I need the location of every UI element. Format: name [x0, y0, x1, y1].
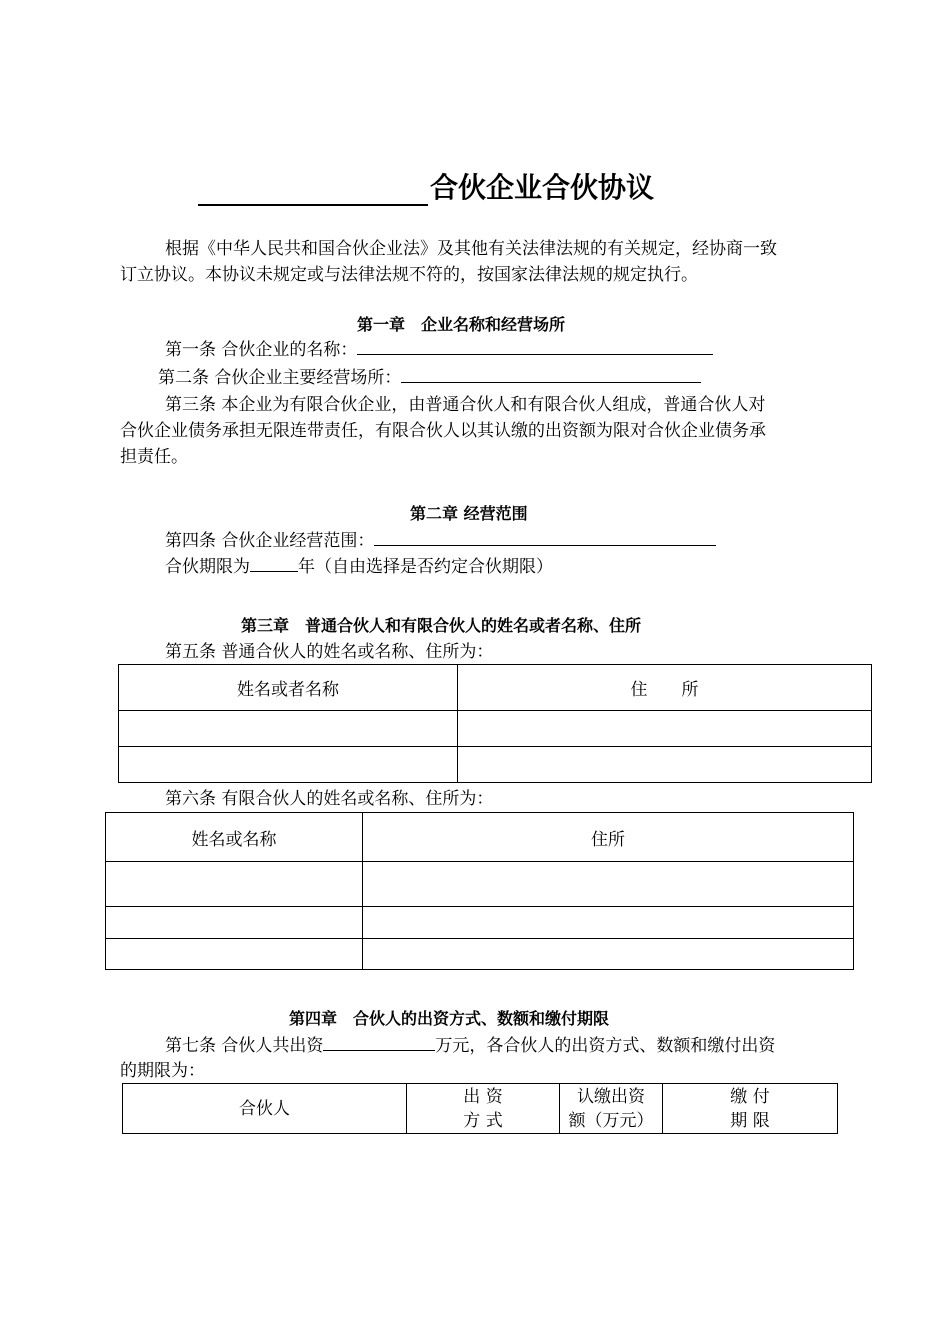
article-3-line-3: 担责任。	[120, 447, 188, 467]
header-deadline-line-1: 缴 付	[730, 1086, 770, 1107]
total-capital-blank[interactable]	[323, 1032, 435, 1051]
article-2-text: 第二条 合伙企业主要经营场所：	[158, 368, 402, 388]
partnership-term	[165, 553, 553, 580]
preamble-line-2: 订立协议。本协议未规定或与法律法规不符的，按国家法律法规的规定执行。	[120, 265, 698, 285]
article-6: 第六条 有限合伙人的姓名或名称、住所为：	[165, 789, 494, 809]
chapter4-heading: 第四章 合伙人的出资方式、数额和缴付期限	[289, 1009, 610, 1028]
header-subscribed-amount	[560, 1084, 663, 1134]
table-header-row	[119, 665, 872, 711]
article-7	[165, 1032, 775, 1059]
header-name: 姓名或名称	[106, 813, 363, 862]
header-address: 住 所	[458, 665, 872, 711]
header-contribution-method	[407, 1084, 560, 1134]
table-row	[119, 711, 872, 747]
header-address: 住所	[363, 813, 854, 862]
table-cell[interactable]	[363, 939, 854, 970]
chapter3-heading: 第三章 普通合伙人和有限合伙人的姓名或者名称、住所	[241, 616, 642, 635]
article-7-suffix: 万元，各合伙人的出资方式、数额和缴付出资	[435, 1036, 776, 1056]
title-blank-line[interactable]	[198, 176, 428, 206]
header-deadline-line-2: 期 限	[730, 1110, 770, 1131]
table-row	[106, 939, 854, 970]
article-2	[158, 364, 701, 391]
table-cell[interactable]	[106, 939, 363, 970]
article-4-text: 第四条 合伙企业经营范围：	[165, 531, 375, 551]
article-7-prefix: 第七条 合伙人共出资	[165, 1036, 324, 1056]
enterprise-name-blank[interactable]	[357, 336, 713, 355]
capital-contribution-table	[122, 1083, 838, 1134]
header-method-line-1: 出 资	[463, 1086, 503, 1107]
header-payment-deadline	[663, 1084, 838, 1134]
table-cell[interactable]	[458, 711, 872, 747]
chapter2-heading: 第二章 经营范围	[410, 504, 528, 523]
general-partners-table	[118, 664, 872, 783]
table-cell[interactable]	[458, 747, 872, 783]
header-amount-line-2: 额（万元）	[568, 1110, 654, 1131]
header-name: 姓名或者名称	[119, 665, 458, 711]
limited-partners-table	[105, 812, 854, 970]
table-row	[106, 907, 854, 939]
business-place-blank[interactable]	[401, 364, 701, 383]
table-cell[interactable]	[119, 747, 458, 783]
chapter1-heading: 第一章 企业名称和经营场所	[357, 315, 566, 334]
table-cell[interactable]	[363, 862, 854, 907]
table-cell[interactable]	[106, 862, 363, 907]
table-cell[interactable]	[363, 907, 854, 939]
article-7-line-2: 的期限为：	[120, 1061, 205, 1081]
article-4	[165, 527, 716, 554]
header-method-line-2: 方 式	[463, 1110, 503, 1131]
article-3-line-2: 合伙企业债务承担无限连带责任，有限合伙人以其认缴的出资额为限对合伙企业债务承	[120, 421, 766, 441]
article-1-text: 第一条 合伙企业的名称：	[165, 340, 358, 360]
preamble-line-1: 根据《中华人民共和国合伙企业法》及其他有关法律法规的有关规定，经协商一致	[165, 239, 777, 259]
table-row	[106, 862, 854, 907]
table-row	[119, 747, 872, 783]
article-3-line-1: 第三条 本企业为有限合伙企业，由普通合伙人和有限合伙人组成，普通合伙人对	[165, 395, 766, 415]
document-title	[198, 166, 654, 206]
table-cell[interactable]	[106, 907, 363, 939]
table-cell[interactable]	[119, 711, 458, 747]
article-1	[165, 336, 713, 363]
term-suffix: 年（自由选择是否约定合伙期限）	[298, 557, 553, 577]
table-header-row	[106, 813, 854, 862]
article-5: 第五条 普通合伙人的姓名或名称、住所为：	[165, 642, 494, 662]
table-header-row	[123, 1084, 838, 1134]
title-text: 合伙企业合伙协议	[430, 171, 655, 204]
term-prefix: 合伙期限为	[165, 557, 250, 577]
business-scope-blank[interactable]	[374, 527, 716, 546]
header-amount-line-1: 认缴出资	[577, 1086, 645, 1107]
header-partner: 合伙人	[123, 1084, 407, 1134]
term-years-blank[interactable]	[250, 553, 298, 572]
